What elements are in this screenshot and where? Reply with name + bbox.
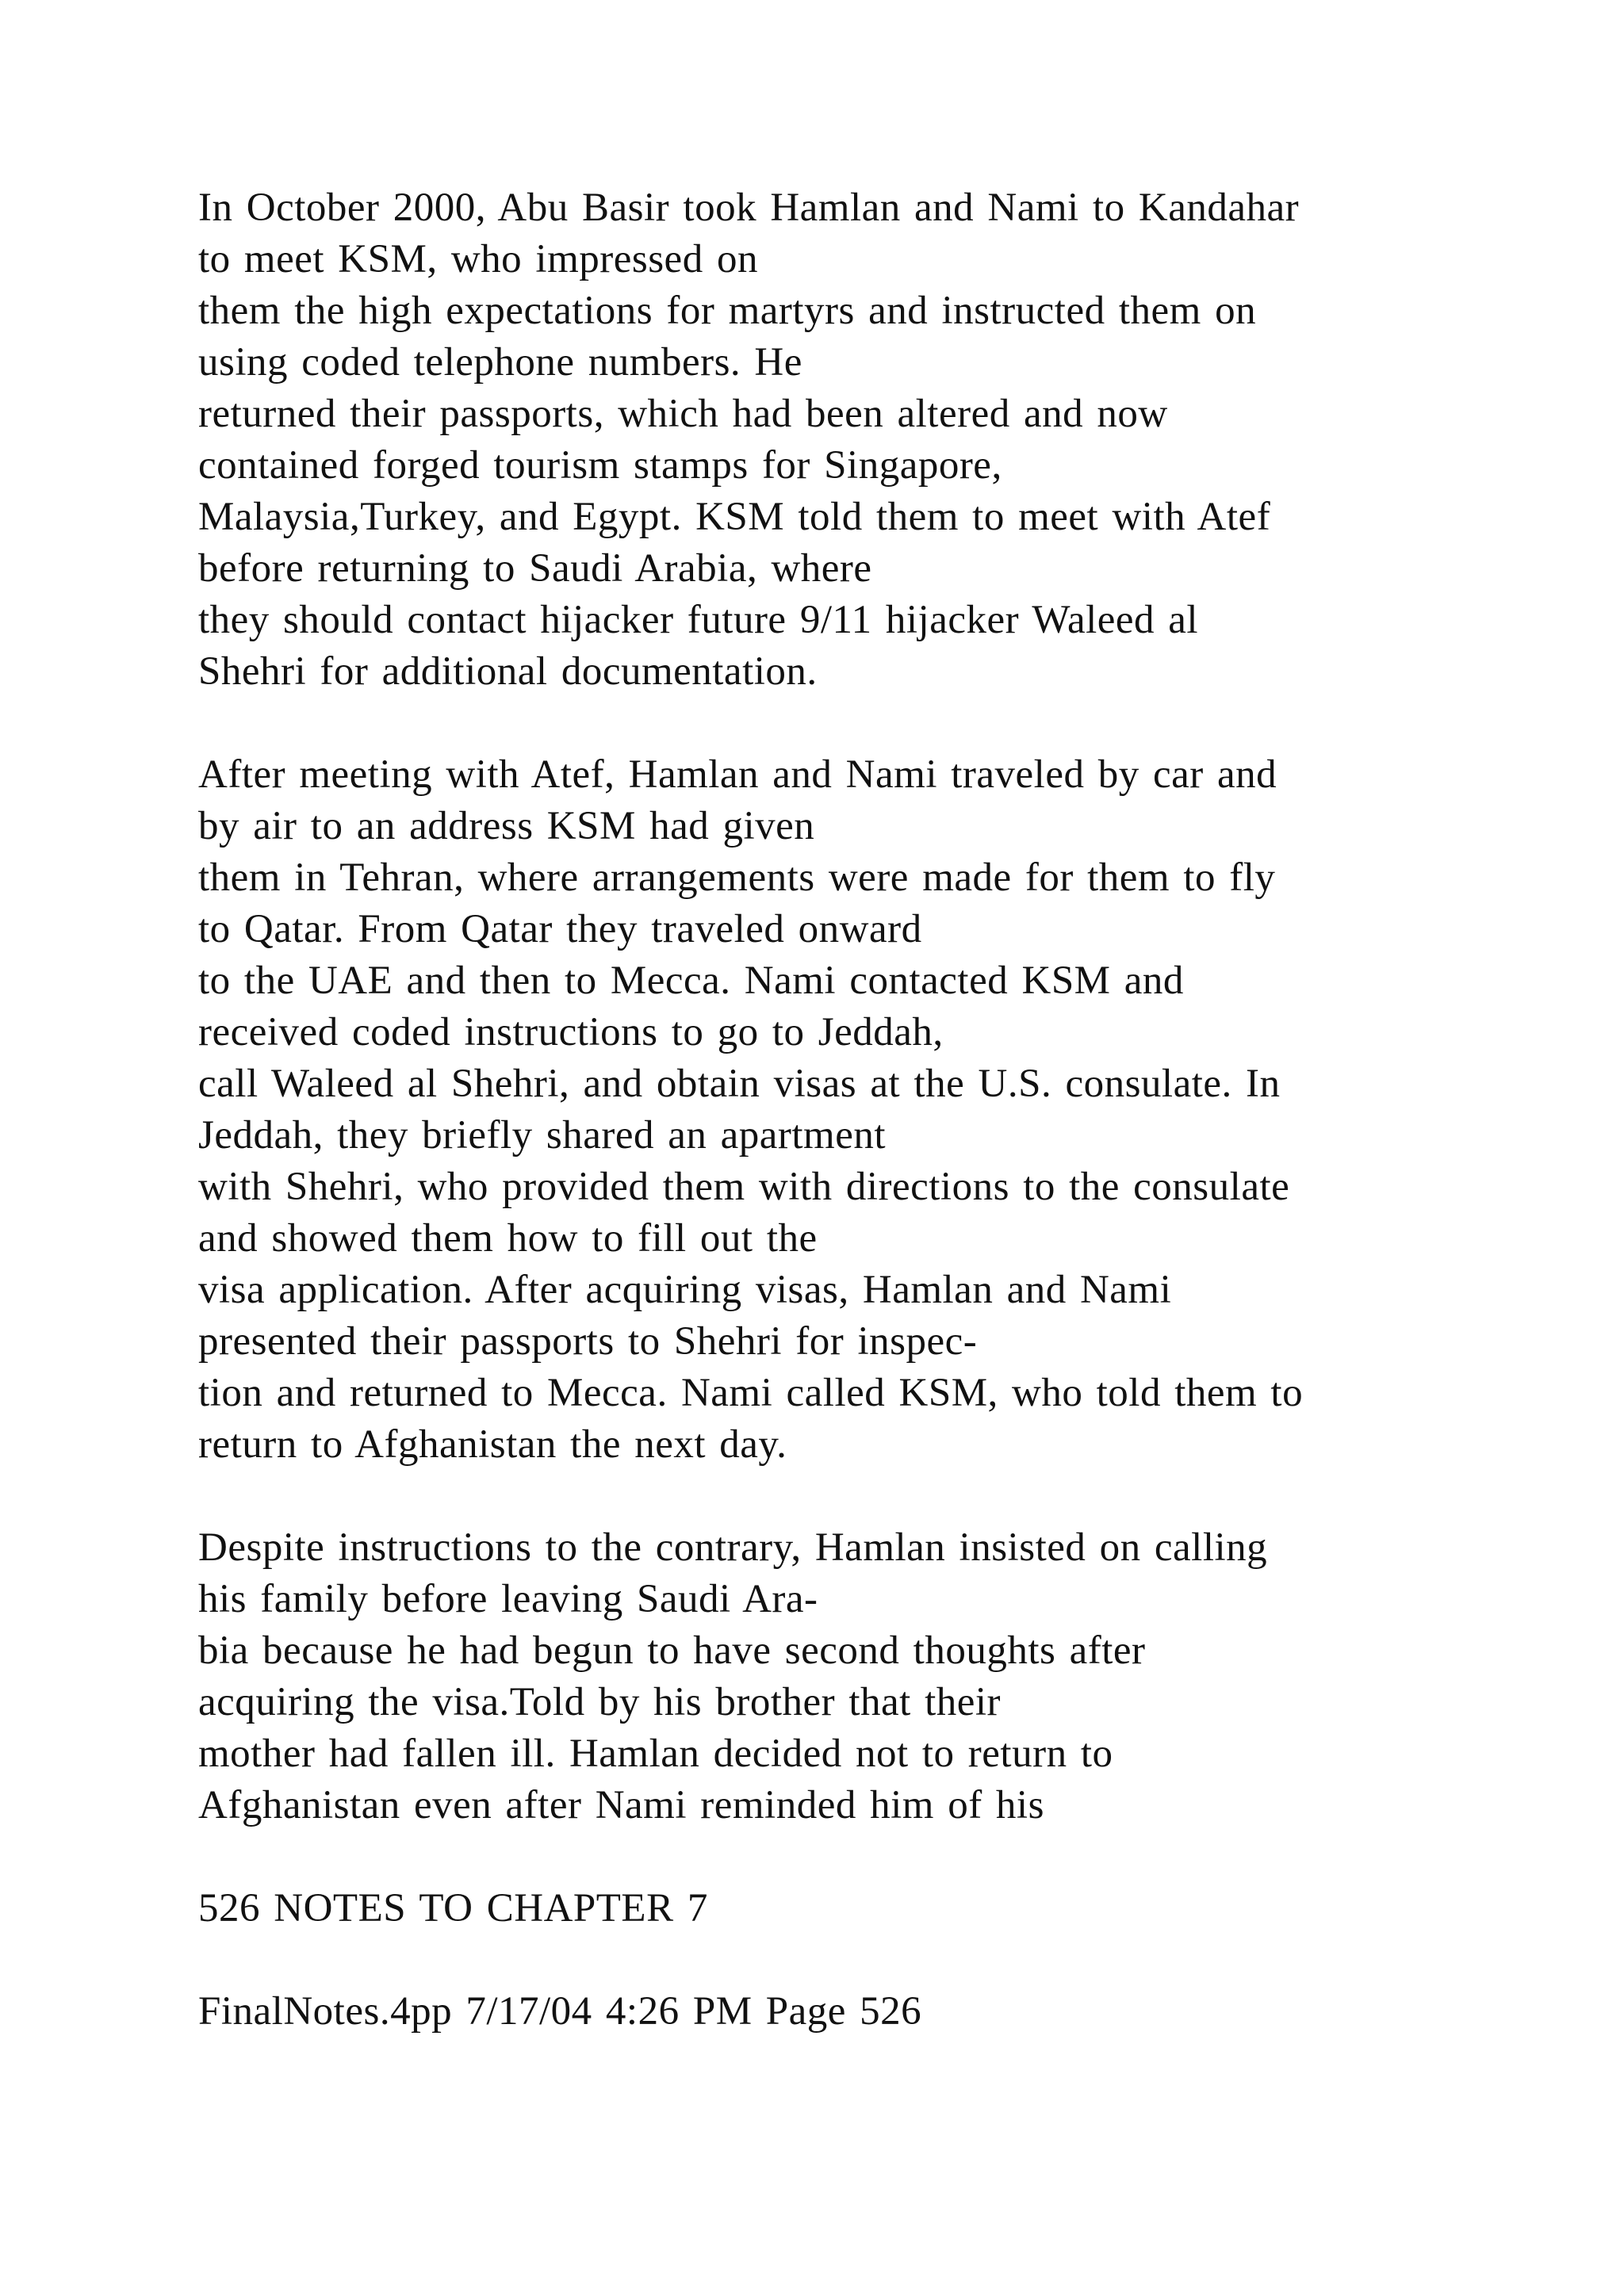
text-line: mother had fallen ill. Hamlan decided not to return to <box>198 1732 1113 1776</box>
text-line: Malaysia,Turkey, and Egypt. KSM told them to meet with Atef <box>198 495 1271 539</box>
text-line: and showed them how to fill out the <box>198 1216 818 1261</box>
text-line: received coded instructions to go to Jeddah, <box>198 1010 944 1054</box>
print-slug: FinalNotes.4pp 7/17/04 4:26 PM Page 526 <box>198 1989 922 2034</box>
text-line: they should contact hijacker future 9/11 hijacker Waleed al <box>198 598 1199 642</box>
text-line: them in Tehran, where arrangements were made for them to fly <box>198 855 1276 900</box>
text-line: visa application. After acquiring visas, Hamlan and Nami <box>198 1268 1172 1312</box>
text-line: to Qatar. From Qatar they traveled onward <box>198 907 922 951</box>
text-line: bia because he had begun to have second thoughts after <box>198 1628 1146 1673</box>
text-line: with Shehri, who provided them with directions to the consulate <box>198 1165 1290 1209</box>
text-line: before returning to Saudi Arabia, where <box>198 546 872 591</box>
text-line: contained forged tourism stamps for Singapore, <box>198 443 1002 488</box>
text-line: acquiring the visa.Told by his brother that their <box>198 1680 1002 1724</box>
body-text <box>198 182 1499 2089</box>
text-line: to the UAE and then to Mecca. Nami contacted KSM and <box>198 959 1184 1003</box>
text-line: them the high expectations for martyrs and instructed them on <box>198 289 1257 333</box>
text-line: to meet KSM, who impressed on <box>198 237 758 281</box>
paragraph-3 <box>198 1522 1499 1831</box>
text-line: Shehri for additional documentation. <box>198 649 818 694</box>
text-line: his family before leaving Saudi Ara- <box>198 1577 818 1621</box>
text-line: returned their passports, which had been altered and now <box>198 392 1168 436</box>
text-line: tion and returned to Mecca. Nami called KSM, who told them to <box>198 1371 1304 1415</box>
text-line: by air to an address KSM had given <box>198 804 815 848</box>
text-line: Afghanistan even after Nami reminded him of his <box>198 1783 1044 1827</box>
text-line: In October 2000, Abu Basir took Hamlan and Nami to Kandahar <box>198 186 1300 230</box>
text-line: Jeddah, they briefly shared an apartment <box>198 1113 887 1158</box>
text-line: using coded telephone numbers. He <box>198 340 802 385</box>
text-line: call Waleed al Shehri, and obtain visas at the U.S. consulate. In <box>198 1062 1281 1106</box>
running-head: 526 NOTES TO CHAPTER 7 <box>198 1886 708 1931</box>
text-line: return to Afghanistan the next day. <box>198 1422 787 1467</box>
text-line: Despite instructions to the contrary, Hamlan insisted on calling <box>198 1525 1268 1570</box>
text-line: presented their passports to Shehri for inspec- <box>198 1319 978 1364</box>
paragraph-2 <box>198 749 1499 1471</box>
paragraph-1 <box>198 182 1499 698</box>
text-line: After meeting with Atef, Hamlan and Nami traveled by car and <box>198 752 1277 797</box>
